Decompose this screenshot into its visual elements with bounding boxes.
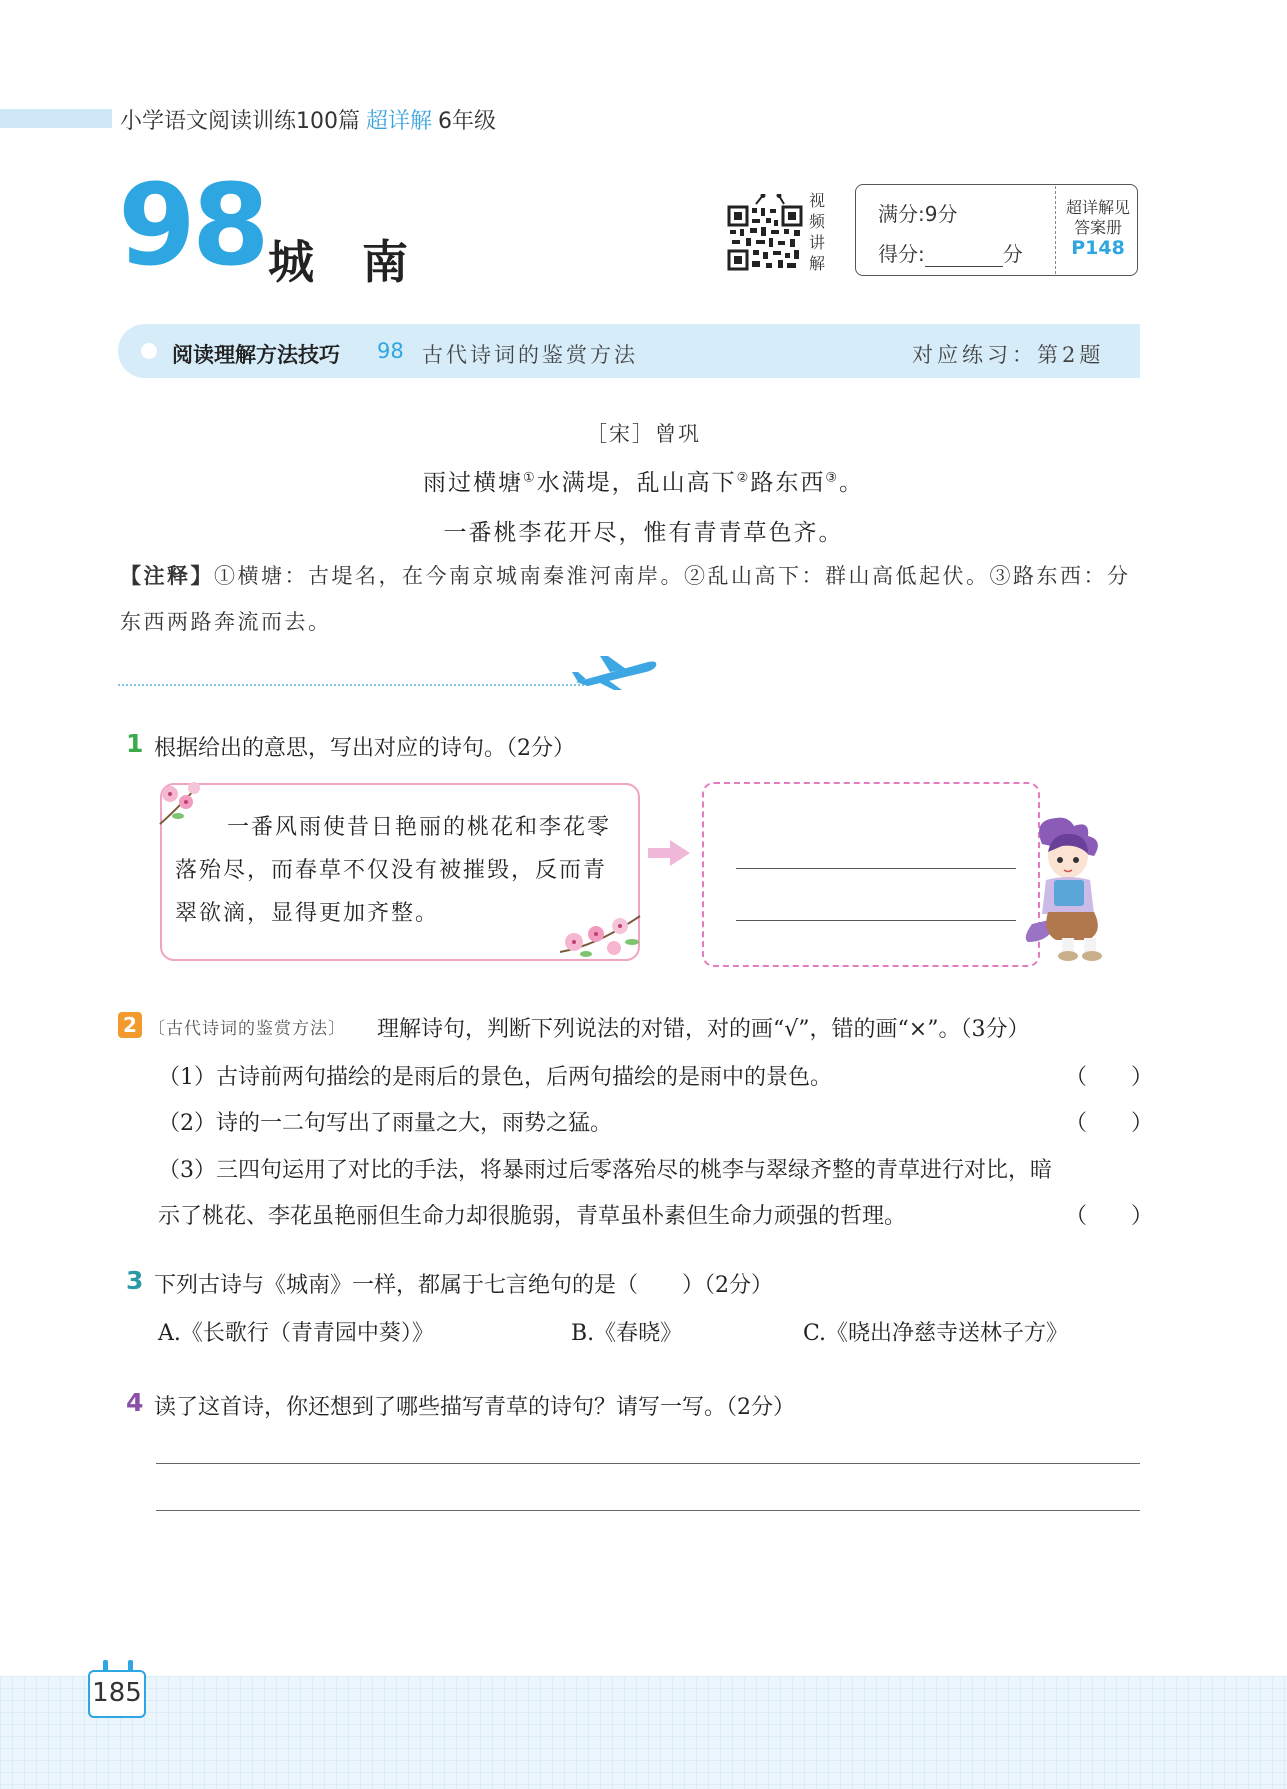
section-divider <box>118 684 588 686</box>
footer-band <box>0 1676 1287 1789</box>
banner-dot-icon <box>141 343 157 359</box>
answer-box <box>702 782 1040 967</box>
note-text: ①横塘：古堤名，在今南京城南秦淮河南岸。②乱山高下：群山高低起伏。③路东西：分东西两路奔流而去。 <box>120 564 1131 634</box>
meaning-text: 一番风雨使昔日艳丽的桃花和李花零落殆尽，而春草不仅没有被摧毁，反而青翠欲滴，显得更加齐整。 <box>175 815 612 926</box>
option-a[interactable]: A.《长歌行（青青园中葵）》 <box>158 1321 434 1346</box>
note-label: 【注释】 <box>120 564 214 588</box>
score-label: 得分: <box>878 242 925 266</box>
judgement-item-1: （1）古诗前两句描绘的是雨后的景色，后两句描绘的是雨中的景色。 <box>158 1065 832 1090</box>
option-b[interactable]: B.《春晓》 <box>571 1321 683 1346</box>
judgement-item-2: （2）诗的一二句写出了雨量之大，雨势之猛。 <box>158 1111 612 1136</box>
qr-code-icon[interactable] <box>726 194 804 272</box>
qr-caption: 视频讲解 <box>809 191 826 273</box>
score-blank[interactable] <box>925 248 1003 267</box>
arrow-right-icon <box>648 840 690 866</box>
question-2-text: 理解诗句，判断下列说法的对错，对的画“√”，错的画“×”。（3分） <box>377 1017 1030 1042</box>
option-c[interactable]: C.《晓出净慈寺送林子方》 <box>803 1321 1069 1346</box>
answer-parenthesis[interactable]: （ ） <box>1065 1065 1154 1090</box>
series-title <box>120 104 496 135</box>
answer-reference <box>1058 198 1138 258</box>
judgement-item-3: （3）三四句运用了对比的手法，将暴雨过后零落殆尽的桃李与翠绿齐整的青草进行对比，暗 <box>158 1158 1053 1183</box>
question-3-number: 3 <box>126 1266 144 1295</box>
answer-book-text: 答案册 <box>1073 218 1122 237</box>
method-topic: 古代诗词的鉴赏方法 <box>422 343 638 367</box>
writing-line[interactable] <box>156 1463 1140 1464</box>
poem-text: 。 <box>838 470 864 496</box>
question-4-text: 读了这首诗，你还想到了哪些描写青草的诗句？请写一写。（2分） <box>154 1395 795 1420</box>
question-3-text: 下列古诗与《城南》一样，都属于七言绝句的是（ ）（2分） <box>154 1273 773 1298</box>
series-highlight: 超详解 <box>366 109 433 134</box>
footnote-marker: ① <box>523 470 537 486</box>
answer-parenthesis[interactable]: （ ） <box>1065 1204 1154 1229</box>
score-field[interactable] <box>878 238 1023 267</box>
header-strip <box>0 109 112 128</box>
poem-notes <box>120 553 1140 645</box>
answer-parenthesis[interactable]: （ ） <box>1065 1111 1154 1136</box>
reading-girl-illustration <box>1012 814 1122 964</box>
question-2-number: 2 <box>118 1012 142 1038</box>
score-unit: 分 <box>1002 242 1023 266</box>
practice-reference: 对应练习：第2题 <box>912 343 1105 367</box>
answer-page: P148 <box>1071 237 1125 259</box>
question-1-number: 1 <box>126 729 144 758</box>
answer-ref-text: 超详解见 <box>1065 198 1130 217</box>
poem-text: 雨过横塘 <box>423 470 524 496</box>
writing-line[interactable] <box>156 1510 1140 1511</box>
full-score: 满分:9分 <box>878 202 958 226</box>
answer-line[interactable] <box>736 868 1016 869</box>
poem-text: 水满堤，乱山高下 <box>536 470 737 496</box>
poem-line-2: 一番桃李花开尽，惟有青青草色齐。 <box>443 520 844 546</box>
series-name: 小学语文阅读训练100篇 <box>120 109 360 134</box>
answer-line[interactable] <box>736 920 1016 921</box>
score-divider <box>1055 186 1056 274</box>
poem-author: ［宋］曾巩 <box>586 422 701 446</box>
judgement-item-3-cont: 示了桃花、李花虽艳丽但生命力却很脆弱，青草虽朴素但生命力顽强的哲理。 <box>158 1204 907 1229</box>
poem-text: 路东西 <box>750 470 826 496</box>
question-1-text: 根据给出的意思，写出对应的诗句。（2分） <box>154 736 575 761</box>
page-number: 185 <box>92 1678 142 1708</box>
question-2-method-tag: 〔古代诗词的鉴赏方法〕 <box>148 1019 346 1039</box>
lesson-number: 98 <box>118 161 266 291</box>
series-grade: 6年级 <box>438 109 497 134</box>
lesson-title: 城南 <box>268 235 456 289</box>
question-4-number: 4 <box>126 1388 144 1417</box>
method-label: 阅读理解方法技巧 <box>172 343 340 367</box>
footnote-marker: ② <box>736 470 751 486</box>
poem-line-1 <box>0 464 1287 497</box>
footnote-marker: ③ <box>825 470 839 486</box>
airplane-icon <box>570 654 660 692</box>
method-number: 98 <box>377 339 404 363</box>
